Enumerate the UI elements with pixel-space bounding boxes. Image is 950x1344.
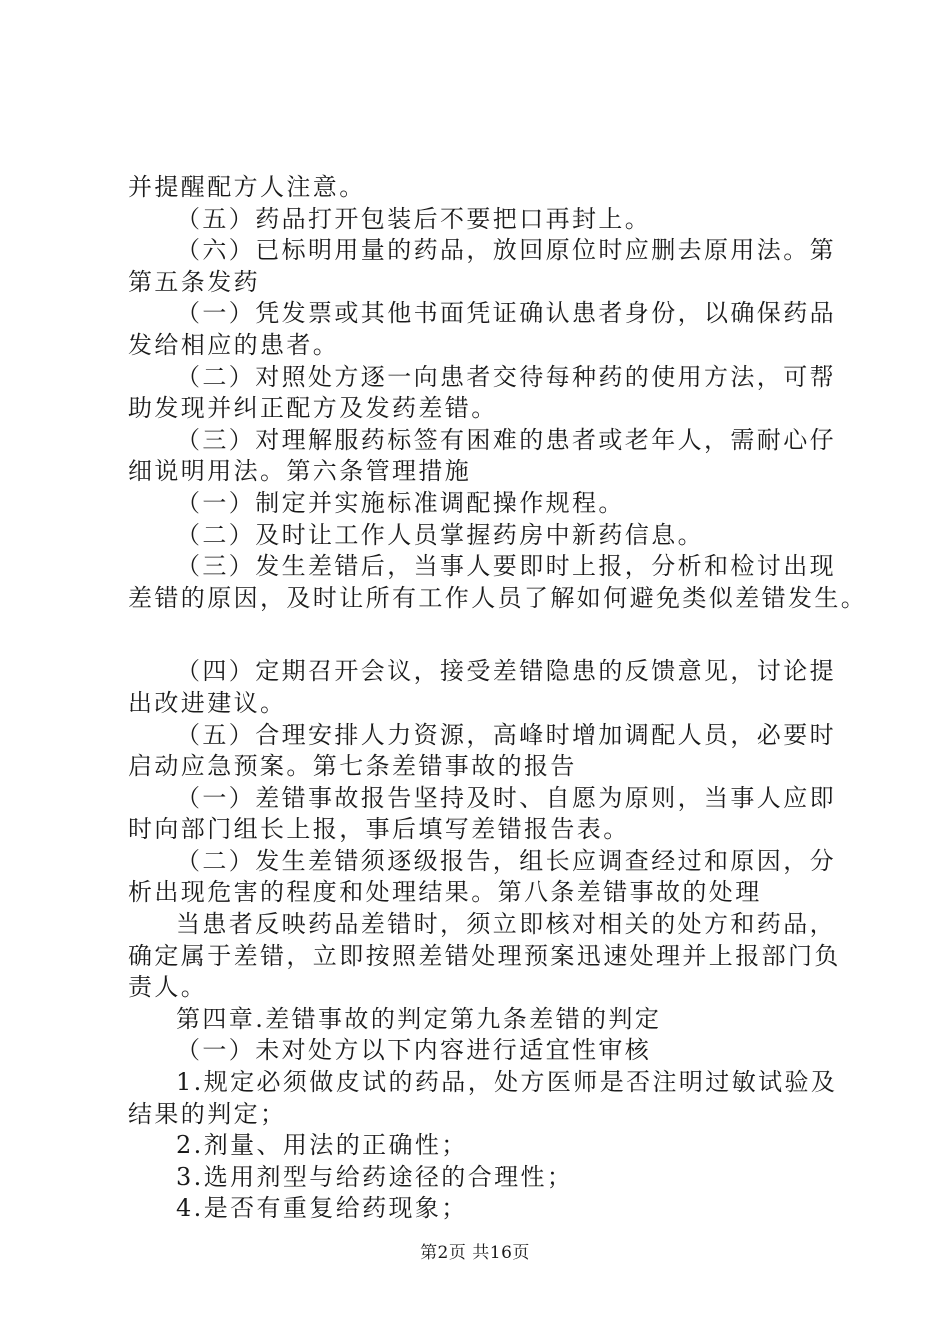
text-line: 启动应急预案。第七条差错事故的报告 [128, 752, 577, 781]
text-line: （五）药品打开包装后不要把口再封上。 [176, 204, 652, 233]
text-line: 差错的原因，及时让所有工作人员了解如何避免类似差错发生。 [128, 583, 868, 612]
text-line: 1.规定必须做皮试的药品，处方医师是否注明过敏试验及 [176, 1068, 838, 1097]
text-line: （二）及时让工作人员掌握药房中新药信息。 [176, 520, 704, 549]
text-line: 第四章.差错事故的判定第九条差错的判定 [176, 1004, 662, 1033]
document-body [128, 172, 868, 1225]
paragraph-gap [128, 614, 848, 656]
text-line: 时向部门组长上报，事后填写差错报告表。 [128, 815, 630, 844]
text-line: （一）未对处方以下内容进行适宜性审核 [176, 1036, 652, 1065]
text-line: 4.是否有重复给药现象； [176, 1194, 468, 1223]
page-footer: 第2页 共16页 [420, 1243, 530, 1263]
text-line: （二）发生差错须逐级报告，组长应调查经过和原因，分 [176, 846, 836, 875]
text-line: 3.选用剂型与给药途径的合理性； [176, 1162, 574, 1191]
text-line: （三）发生差错后，当事人要即时上报，分析和检讨出现 [176, 552, 836, 581]
text-line: 析出现危害的程度和处理结果。第八条差错事故的处理 [128, 878, 762, 907]
text-line: 细说明用法。第六条管理措施 [128, 457, 472, 486]
text-line: （一）凭发票或其他书面凭证确认患者身份，以确保药品 [176, 299, 836, 328]
text-line: （四）定期召开会议，接受差错隐患的反馈意见，讨论提 [176, 657, 836, 686]
text-line: 助发现并纠正配方及发药差错。 [128, 394, 498, 423]
text-line: 发给相应的患者。 [128, 330, 340, 359]
text-line: 确定属于差错，立即按照差错处理预案迅速处理并上报部门负 [128, 941, 841, 970]
text-line: 2.剂量、用法的正确性； [176, 1131, 468, 1160]
text-line: （六）已标明用量的药品，放回原位时应删去原用法。第 [176, 236, 836, 265]
text-line: 第五条发药 [128, 267, 260, 296]
text-line: （二）对照处方逐一向患者交待每种药的使用方法，可帮 [176, 362, 836, 391]
text-line: 结果的判定； [128, 1099, 287, 1128]
text-line: 责人。 [128, 973, 208, 1002]
text-line: （一）差错事故报告坚持及时、自愿为原则，当事人应即 [176, 783, 836, 812]
text-line: 出改进建议。 [128, 688, 287, 717]
text-line: （五）合理安排人力资源，高峰时增加调配人员，必要时 [176, 720, 836, 749]
text-line: （一）制定并实施标准调配操作规程。 [176, 488, 625, 517]
text-line: 并提醒配方人注意。 [128, 173, 366, 201]
text-line: （三）对理解服药标签有困难的患者或老年人，需耐心仔 [176, 425, 836, 454]
text-line: 当患者反映药品差错时，须立即核对相关的处方和药品， [176, 910, 836, 939]
